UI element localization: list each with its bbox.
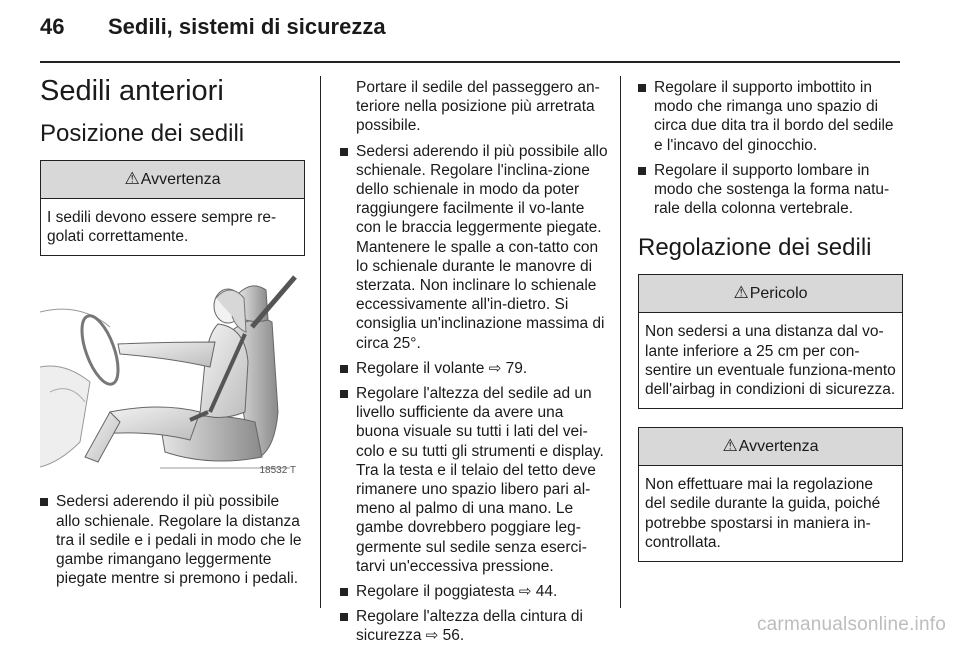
list-item (340, 607, 610, 645)
list-item: Regolare il supporto lombare in modo che sostenga la forma natu-rale della colonna vertebrale. (638, 161, 903, 219)
section-title: Sedili anteriori (40, 75, 224, 107)
list-item-text: Regolare il volante (356, 359, 485, 377)
notice-body: I sedili devono essere sempre re-golati correttamente. (47, 209, 277, 246)
list-item (340, 359, 610, 378)
list-item: Regolare l'altezza del sedile ad un livello sufficiente da avere una buona visuale su tutti i lati del vei-colo e su tutti gli strumenti e display. Tra la testa e il telaio del tetto deve rimanere uno spazio libero pari al-meno al palmo di una mano. Le gambe dovrebbero poggiare leg-germente sul sedile senza eserci-tarvi un'eccessiva pressione. (340, 384, 610, 576)
running-title: Sedili, sistemi di sicurezza (108, 14, 386, 39)
page-ref-icon: ⇨ (488, 359, 502, 377)
figure-number: 18532 T (259, 465, 296, 477)
column-3 (638, 70, 903, 562)
list-item: Sedersi aderendo il più possibile allo schienale. Regolare la distanza tra il sedile e i pedali in modo che le gambe rimangano leggermente piegate mentre si premono i pedali. (40, 492, 305, 588)
notice-title: Avvertenza (738, 438, 819, 456)
page-number: 46 (40, 14, 65, 39)
column-divider (620, 76, 621, 608)
page-ref-icon: ⇨ (425, 627, 439, 645)
driver-seat-drawing (40, 272, 302, 482)
notice-header (639, 428, 902, 466)
continued-paragraph: Portare il sedile del passeggero an-teriore nella posizione più arretrata possibile. (356, 79, 600, 135)
warning-notice (40, 160, 305, 256)
bullet-list (40, 492, 305, 588)
notice-title: Avvertenza (140, 171, 221, 188)
bullet-list (340, 142, 610, 646)
warning-triangle-icon: ⚠ (733, 283, 749, 303)
list-item (340, 582, 610, 601)
warning-triangle-icon: ⚠ (722, 436, 738, 456)
list-item-text: Regolare l'altezza della cintura di sicurezza (356, 608, 583, 645)
notice-header (639, 275, 902, 313)
page-ref[interactable]: 56. (442, 627, 465, 645)
danger-notice (638, 274, 903, 409)
warning-triangle-icon: ⚠ (124, 169, 140, 188)
subsection-title: Posizione dei sedili (40, 120, 245, 147)
list-item: Sedersi aderendo il più possibile allo schienale. Regolare l'inclina-zione dello schienale in modo da poter raggiungere facilmente il vo-lante con le braccia leggermente piegate. Mantenere le spalle a con-tatto con lo schienale durante le manovre di sterzata. Non inclinare lo schienale eccessivamente all'in-dietro. Si consiglia un'inclinazione massima di circa 25°. (340, 142, 610, 353)
watermark: carmanualsonline.info (756, 614, 946, 635)
page-ref[interactable]: 79. (505, 359, 528, 377)
notice-header (41, 161, 304, 199)
notice-body: Non effettuare mai la regolazione del sedile durante la guida, poiché potrebbe spostarsi in maniera in-controllata. (645, 476, 881, 551)
column-2 (340, 70, 610, 646)
list-item-text: Regolare il poggiatesta (356, 583, 515, 601)
column-1 (40, 70, 305, 588)
notice-body: Non sedersi a una distanza dal vo-lante inferiore a 25 cm per con-sentire un eventuale funziona-mento dell'airbag in condizioni di sicurezza. (645, 323, 896, 399)
seat-position-illustration (40, 272, 302, 482)
column-divider (320, 76, 321, 608)
page-header (40, 14, 920, 50)
subsection-title: Regolazione dei sedili (638, 234, 872, 262)
header-rule (40, 61, 900, 63)
page-ref[interactable]: 44. (535, 583, 558, 601)
warning-notice (638, 427, 903, 562)
bullet-list (638, 78, 903, 218)
notice-title: Pericolo (749, 285, 808, 303)
list-item: Regolare il supporto imbottito in modo che rimanga uno spazio di circa due dita tra il bordo del sedile e l'incavo del ginocchio. (638, 78, 903, 155)
page-ref-icon: ⇨ (518, 583, 532, 601)
